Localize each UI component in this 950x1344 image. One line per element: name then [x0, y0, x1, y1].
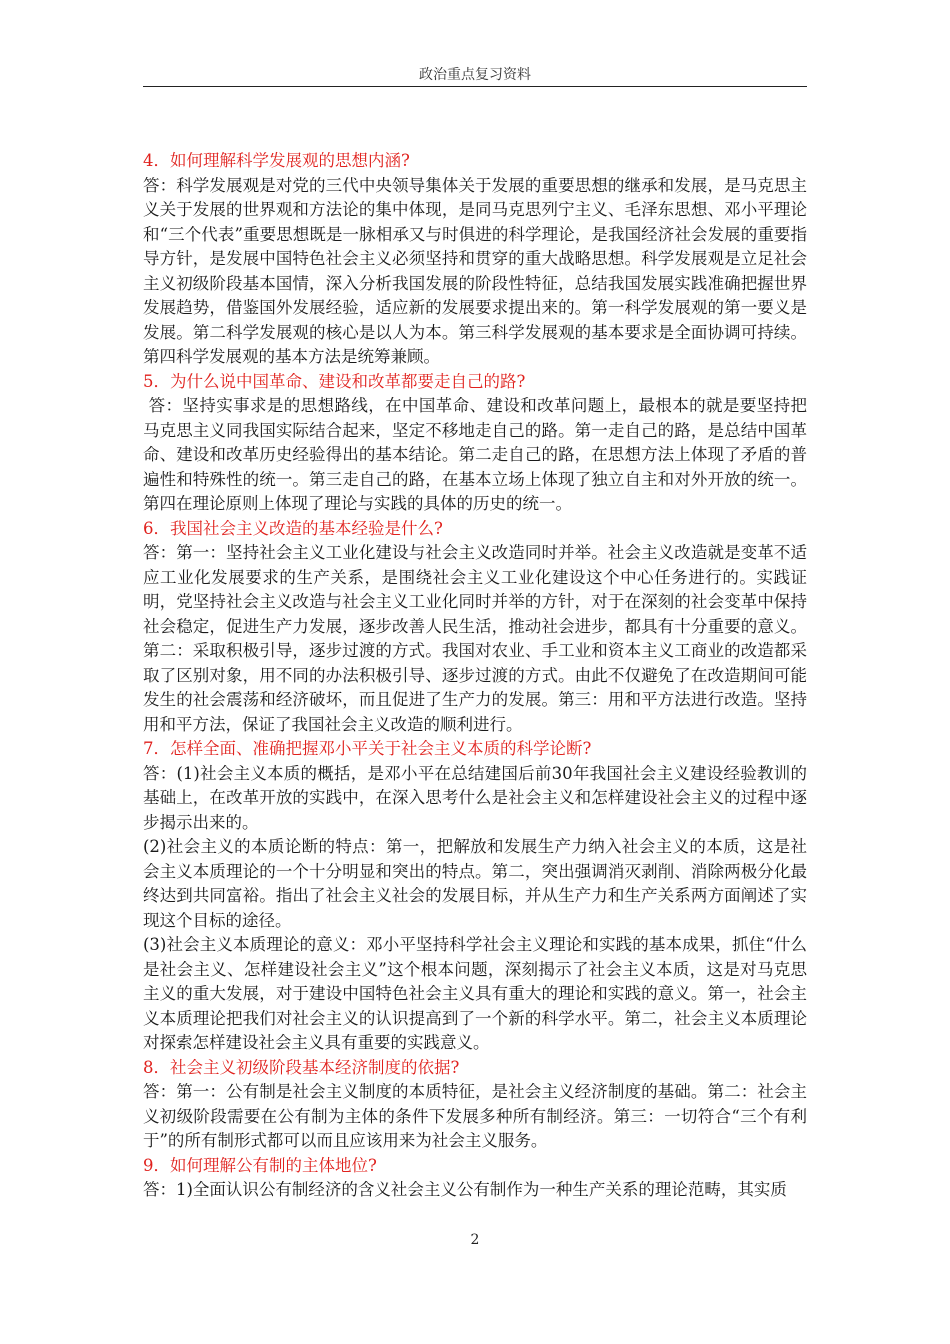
page-header-title: 政治重点复习资料: [419, 67, 531, 83]
answer-9: 答：1)全面认识公有制经济的含义社会主义公有制作为一种生产关系的理论范畴，其实质: [143, 1180, 787, 1199]
question-8: 8．社会主义初级阶段基本经济制度的依据?: [143, 1057, 460, 1077]
question-7: 7．怎样全面、准确把握邓小平关于社会主义本质的科学论断?: [143, 739, 592, 758]
question-5: 5．为什么说中国革命、建设和改革都要走自己的路?: [143, 371, 526, 391]
answer-4: 答：科学发展观是对党的三代中央领导集体关于发展的重要思想的继承和发展，是马克思主义关于发展的世界观和方法论的集中体现，是同马克思列宁主义、毛泽东思想、邓小平理论和“三个代表”重要思想既是一脉相承又与时俱进的科学理论，是我国经济社会发展的重要指导方针，是发展中国特色社会主义必须坚持和贯穿的重大战略思想。科学发展观是立足社会主义初级阶段基本国情，深入分析我国发展的阶段性特征，总结我国发展实践准确把握世界发展趋势，借鉴国外发展经验，适应新的发展要求提出来的。第一科学发展观的第一要义是发展。第二科学发展观的核心是以人为本。第三科学发展观的基本要求是全面协调可持续。第四科学发展观的基本方法是统筹兼顾。: [143, 175, 807, 366]
answer-5: 答：坚持实事求是的思想路线，在中国革命、建设和改革问题上，最根本的就是要坚持把马克思主义同我国实际结合起来，坚定不移地走自己的路。第一走自己的路，是总结中国革命、建设和改革历史经验得出的基本结论。第二走自己的路，在思想方法上体现了矛盾的普遍性和特殊性的统一。第三走自己的路，在基本立场上体现了独立自主和对外开放的统一。第四在理论原则上体现了理论与实践的具体的历史的统一。: [143, 396, 807, 513]
answer-6: 答：第一：坚持社会主义工业化建设与社会主义改造同时并举。社会主义改造就是变革不适应工业化发展要求的生产关系，是围绕社会主义工业化建设这个中心任务进行的。实践证明，党坚持社会主义改造与社会主义工业化同时并举的方针，对于在深刻的社会变革中保持社会稳定，促进生产力发展，逐步改善人民生活，推动社会进步，都具有十分重要的意义。第二：采取积极引导，逐步过渡的方式。我国对农业、手工业和资本主义工商业的改造都采取了区别对象，用不同的办法积极引导、逐步过渡的方式。由此不仅避免了在改造期间可能发生的社会震荡和经济破坏，而且促进了生产力的发展。第三：用和平方法进行改造。坚持用和平方法，保证了我国社会主义改造的顺利进行。: [143, 543, 807, 734]
answer-7-part-2: (2)社会主义的本质论断的特点：第一，把解放和发展生产力纳入社会主义的本质，这是社会主义本质理论的一个十分明显和突出的特点。第二，突出强调消灭剥削、消除两极分化最终达到共同富裕。指出了社会主义社会的发展目标，并从生产力和生产关系两方面阐述了实现这个目标的途径。: [143, 837, 807, 930]
answer-7-part-1: 答：(1)社会主义本质的概括，是邓小平在总结建国后前30年我国社会主义建设经验教训的基础上，在改革开放的实践中，在深入思考什么是社会主义和怎样建设社会主义的过程中逐步揭示出来的。: [143, 763, 807, 832]
answer-7-part-3: (3)社会主义本质理论的意义：邓小平坚持科学社会主义理论和实践的基本成果，抓住“什么是社会主义、怎样建设社会主义”这个根本问题，深刻揭示了社会主义本质，这是对马克思主义的重大发展，对于建设中国特色社会主义具有重大的理论和实践的意义。第一，社会主义本质理论把我们对社会主义的认识提高到了一个新的科学水平。第二，社会主义本质理论对探索怎样建设社会主义具有重要的实践意义。: [143, 935, 807, 1052]
question-9: 9．如何理解公有制的主体地位?: [143, 1155, 377, 1175]
header-divider: [143, 86, 807, 87]
question-6: 6．我国社会主义改造的基本经验是什么?: [143, 518, 443, 538]
page-number: 2: [470, 1232, 480, 1248]
question-4: 4．如何理解科学发展观的思想内涵?: [143, 151, 410, 170]
answer-8: 答：第一：公有制是社会主义制度的本质特征，是社会主义经济制度的基础。第二：社会主义初级阶段需要在公有制为主体的条件下发展多种所有制经济。第三：一切符合“三个有利于”的所有制形式都可以而且应该用来为社会主义服务。: [143, 1082, 807, 1150]
document-body: [143, 149, 807, 1203]
